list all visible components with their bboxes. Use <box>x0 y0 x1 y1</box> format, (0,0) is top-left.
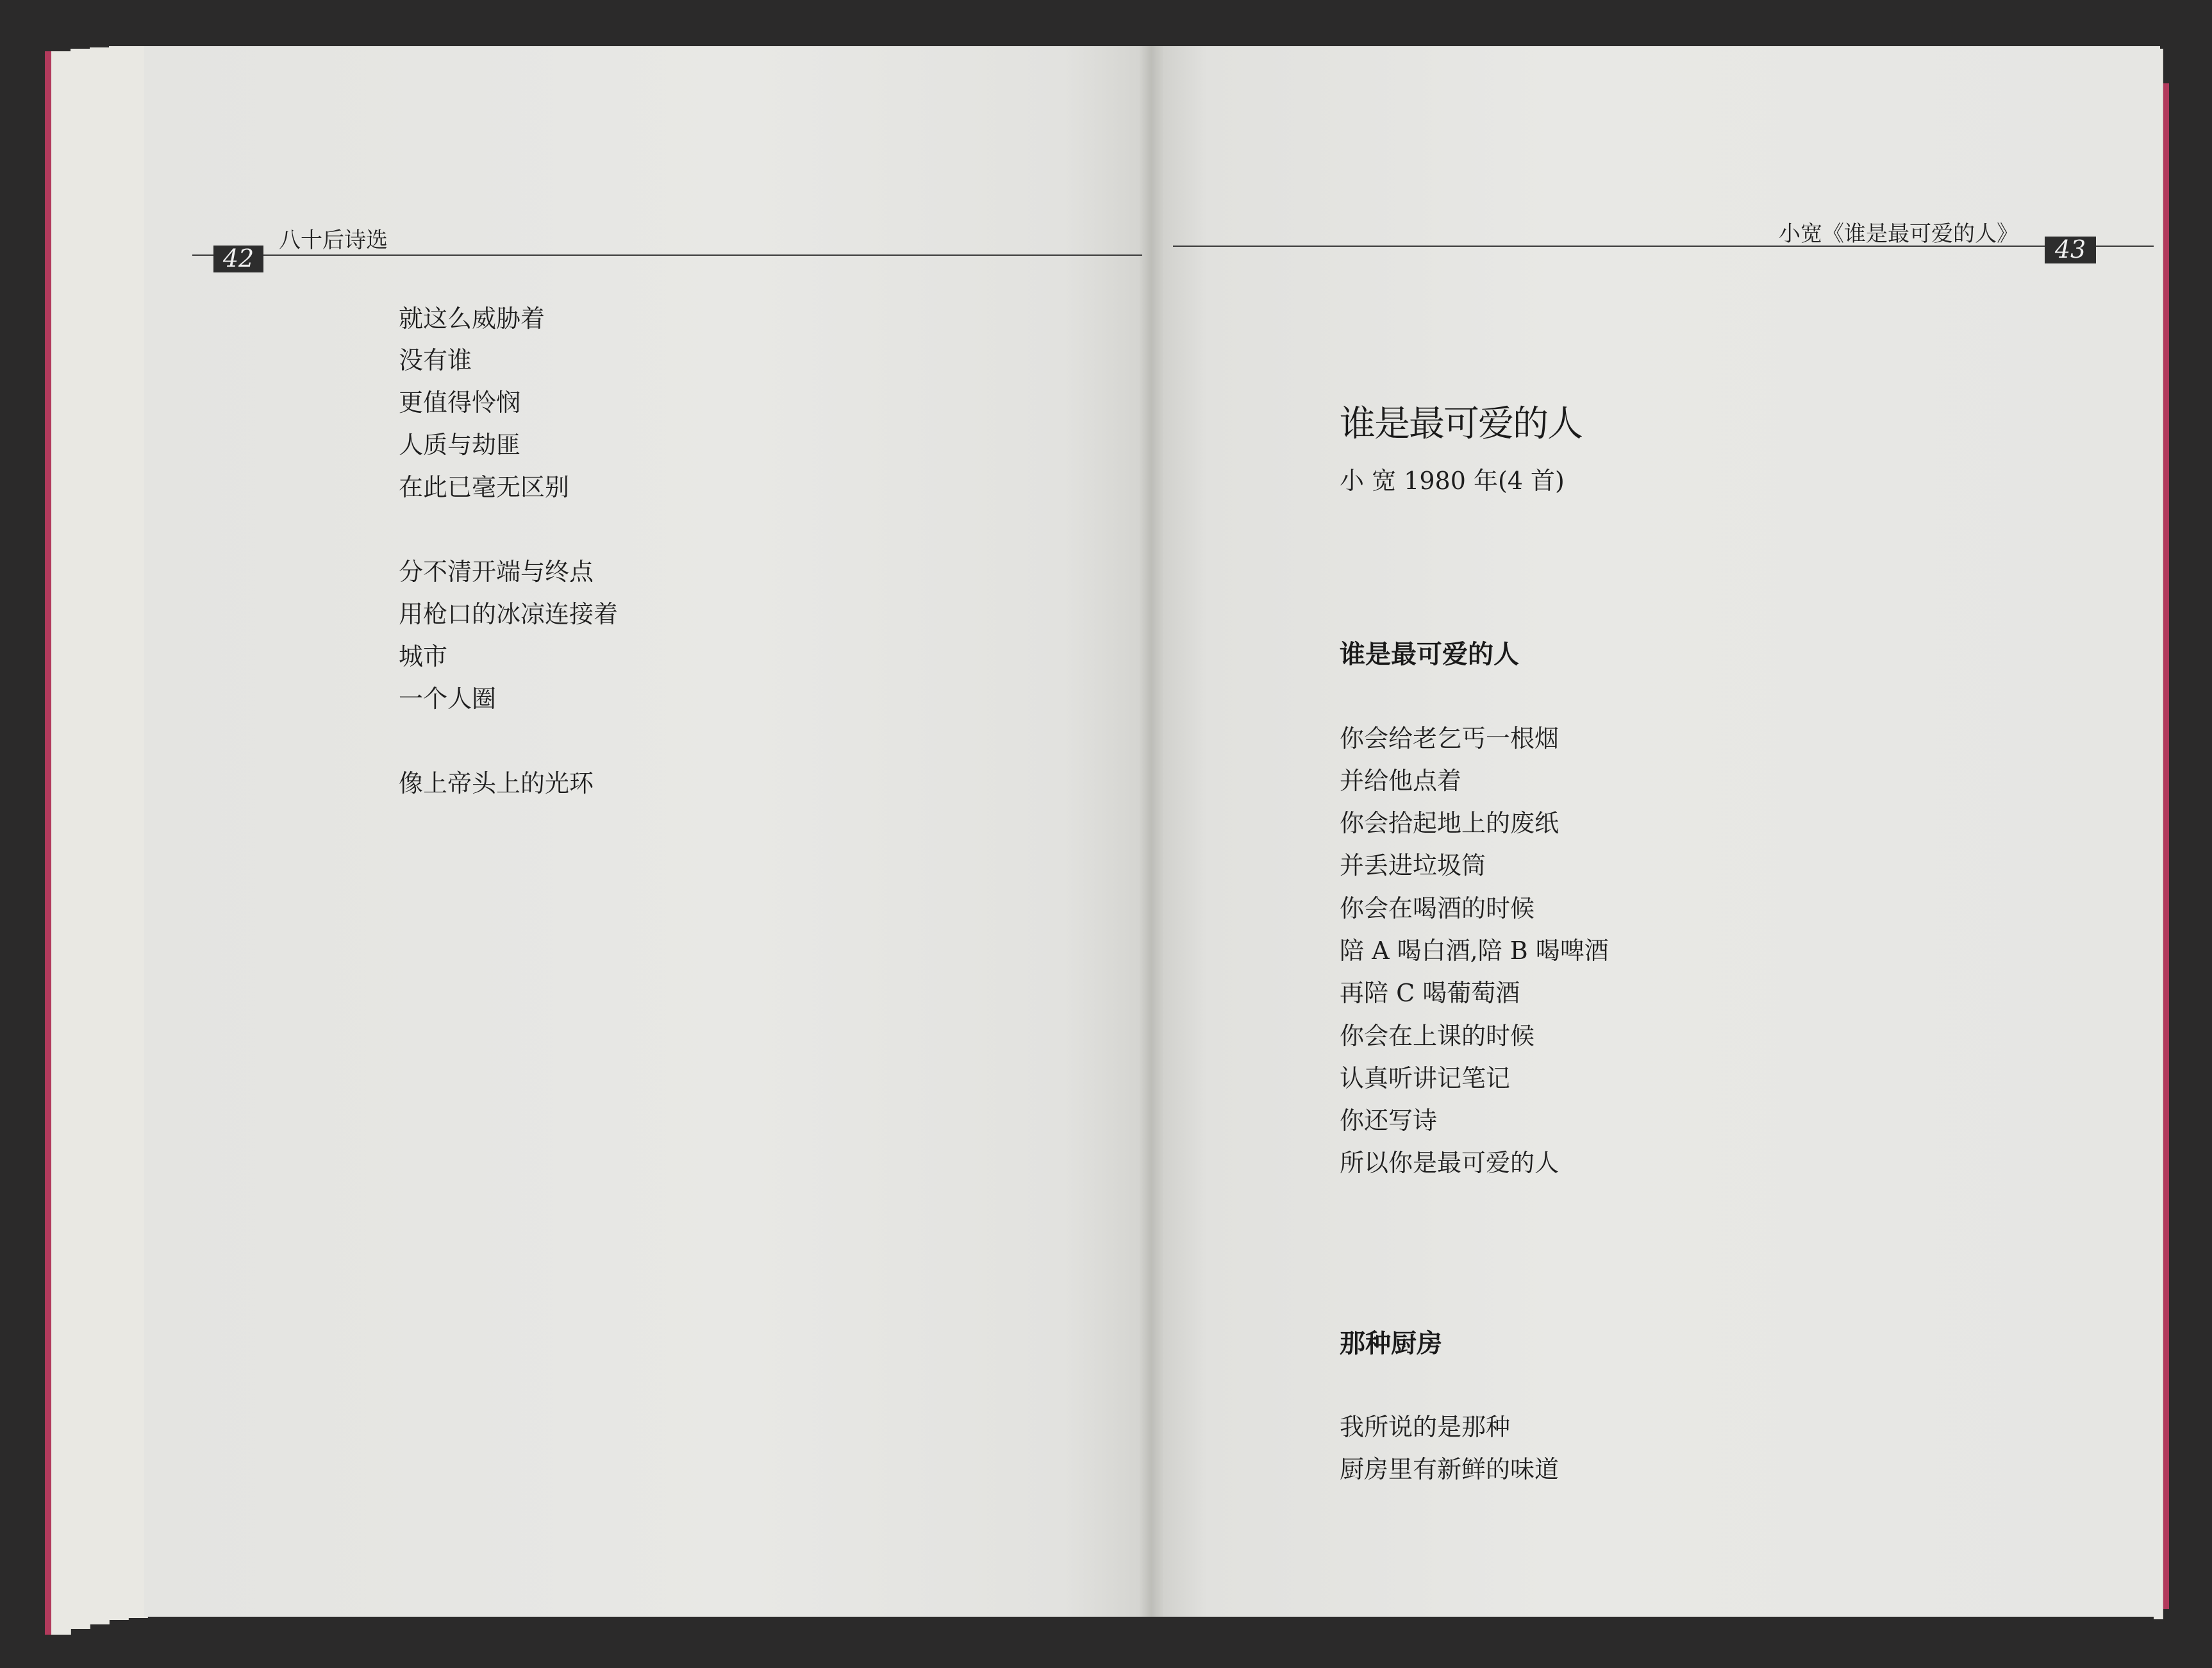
page-number: 42 <box>213 246 263 272</box>
poem-line: 所以你是最可爱的人 <box>1340 1149 1559 1177</box>
author-line: 小 宽 1980 年(4 首) <box>1340 467 1565 495</box>
poem-line: 分不清开端与终点 <box>399 558 594 586</box>
running-header: 小宽《谁是最可爱的人》 <box>1779 221 2018 247</box>
poem-line: 没有谁 <box>399 346 472 374</box>
poem-line: 更值得怜悯 <box>399 388 521 417</box>
poem-line: 用枪口的冰凉连接着 <box>399 600 619 628</box>
poem-line: 我所说的是那种 <box>1340 1413 1511 1441</box>
running-header: 八十后诗选 <box>279 228 388 253</box>
poem-line: 在此已毫无区别 <box>399 473 570 501</box>
page-edge <box>71 49 90 1629</box>
poem-line: 并给他点着 <box>1340 767 1462 795</box>
poem-line: 一个人圈 <box>399 685 497 713</box>
page-edge <box>90 47 110 1624</box>
poem-title: 那种厨房 <box>1340 1329 1442 1358</box>
poem-line: 认真听讲记笔记 <box>1340 1064 1511 1092</box>
poem-line: 并丢进垃圾筒 <box>1340 851 1486 880</box>
poem-line: 你会拾起地上的废纸 <box>1340 809 1559 837</box>
poem-line: 陪 A 喝白酒,陪 B 喝啤酒 <box>1340 937 1609 965</box>
poem-line: 你会在上课的时候 <box>1340 1022 1535 1050</box>
poem-line: 你会给老乞丐一根烟 <box>1340 724 1559 753</box>
poem-line: 厨房里有新鲜的味道 <box>1340 1455 1559 1483</box>
poem-line: 像上帝头上的光环 <box>399 769 594 797</box>
header-rule <box>192 254 1142 256</box>
poem-line: 再陪 C 喝葡萄酒 <box>1340 979 1520 1007</box>
poem-line: 你会在喝酒的时候 <box>1340 894 1535 922</box>
page-edge <box>51 51 71 1635</box>
page-edge <box>109 46 129 1620</box>
chapter-title: 谁是最可爱的人 <box>1340 403 1582 445</box>
poem-line: 人质与劫匪 <box>399 431 521 459</box>
left-page <box>144 46 1144 1617</box>
poem-line: 城市 <box>399 642 448 671</box>
poem-title: 谁是最可爱的人 <box>1340 640 1519 669</box>
poem-line: 就这么威胁着 <box>399 304 545 333</box>
right-page <box>1157 46 2160 1617</box>
page-number: 43 <box>2045 237 2096 263</box>
poem-line: 你还写诗 <box>1340 1106 1438 1135</box>
book-gutter <box>1140 46 1163 1617</box>
